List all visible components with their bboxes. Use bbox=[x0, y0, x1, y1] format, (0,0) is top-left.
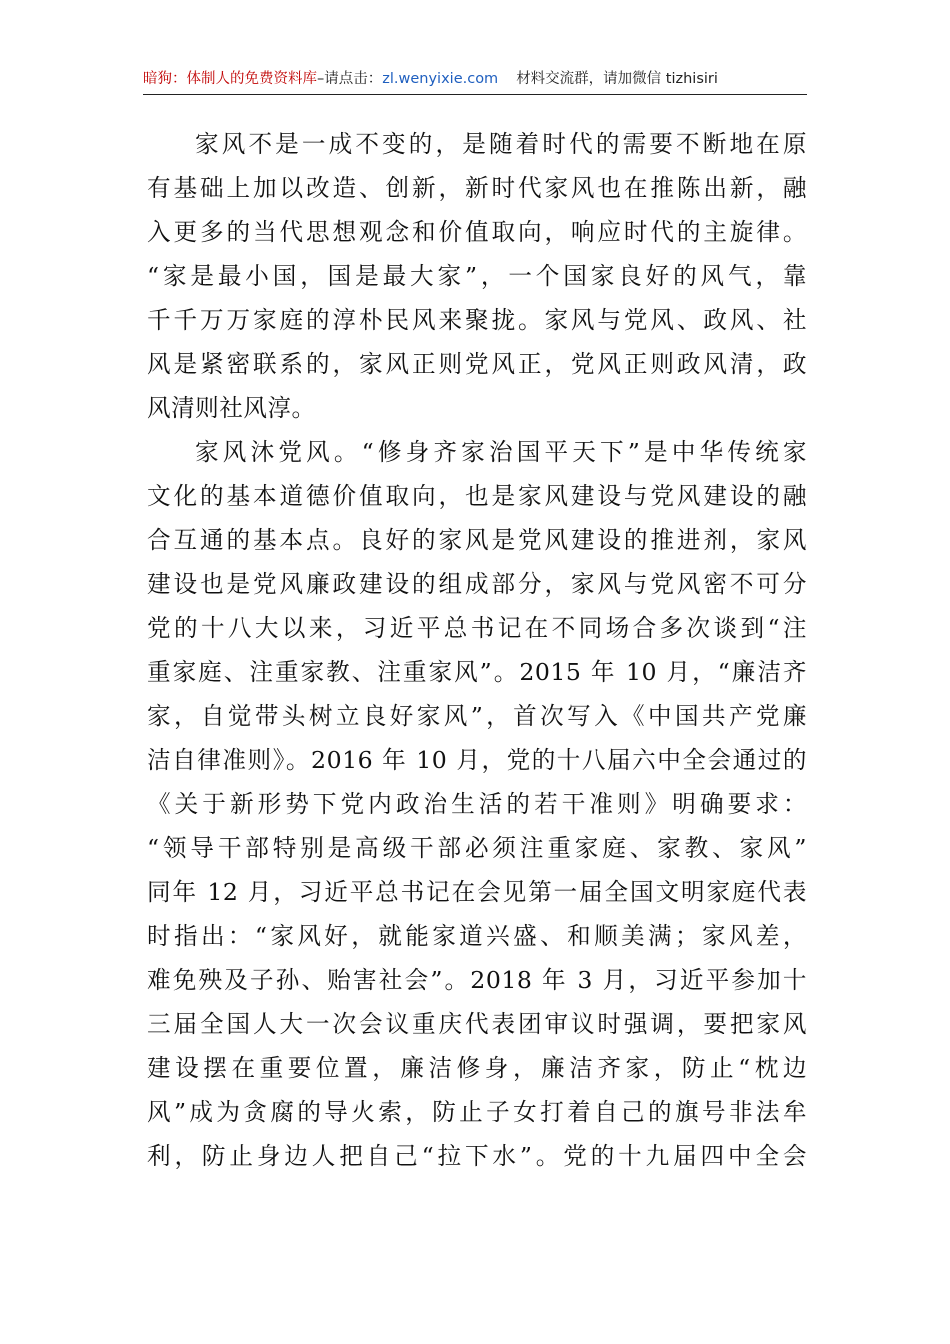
text-line: 三届全国人大一次会议重庆代表团审议时强调，要把家风 bbox=[147, 1010, 807, 1038]
text-line: 家，自觉带头树立良好家风”，首次写入《中国共产党廉 bbox=[147, 702, 807, 730]
text-line: 时指出：“家风好，就能家道兴盛、和顺美满；家风差， bbox=[147, 922, 807, 950]
text-line: “家是最小国，国是最大家”，一个国家良好的风气，靠 bbox=[147, 262, 807, 290]
text-line: 合互通的基本点。良好的家风是党风建设的推进剂，家风 bbox=[147, 526, 807, 554]
text-line: “领导干部特别是高级干部必须注重家庭、家教、家风” bbox=[147, 834, 807, 862]
paragraph bbox=[147, 122, 807, 430]
document-header bbox=[143, 68, 807, 95]
text-line: 风是紧密联系的，家风正则党风正，党风正则政风清，政 bbox=[147, 350, 807, 378]
header-note: 材料交流群，请加微信 tizhisiri bbox=[516, 71, 718, 87]
text-line: 党的十八大以来，习近平总书记在不同场合多次谈到“注 bbox=[147, 614, 807, 642]
text-line: 有基础上加以改造、创新，新时代家风也在推陈出新，融 bbox=[147, 174, 807, 202]
header-separator: –请点击： bbox=[317, 71, 383, 87]
document-body bbox=[147, 122, 807, 1178]
text-line: 风”成为贪腐的导火索，防止子女打着自己的旗号非法牟 bbox=[147, 1098, 807, 1126]
text-line: 入更多的当代思想观念和价值取向，响应时代的主旋律。 bbox=[147, 218, 807, 246]
text-line: 风清则社风淳。 bbox=[147, 394, 316, 422]
text-line: 家风沐党风。“修身齐家治国平天下”是中华传统家 bbox=[195, 438, 807, 466]
text-line: 同年 12 月，习近平总书记在会见第一届全国文明家庭代表 bbox=[147, 878, 807, 906]
text-line: 重家庭、注重家教、注重家风”。2015 年 10 月，“廉洁齐 bbox=[147, 658, 807, 686]
text-line: 《关于新形势下党内政治生活的若干准则》明确要求： bbox=[147, 790, 807, 818]
text-line: 建设摆在重要位置，廉洁修身，廉洁齐家，防止“枕边 bbox=[147, 1054, 807, 1082]
text-line: 难免殃及子孙、贻害社会”。2018 年 3 月，习近平参加十 bbox=[147, 966, 807, 994]
text-line: 利，防止身边人把自己“拉下水”。党的十九届四中全会 bbox=[147, 1142, 807, 1170]
text-line: 建设也是党风廉政建设的组成部分，家风与党风密不可分 bbox=[147, 570, 807, 598]
header-brand: 暗狗：体制人的免费资料库 bbox=[143, 71, 317, 87]
text-line: 千千万万家庭的淳朴民风来聚拢。家风与党风、政风、社 bbox=[147, 306, 807, 334]
text-line: 文化的基本道德价值取向，也是家风建设与党风建设的融 bbox=[147, 482, 807, 510]
text-line: 家风不是一成不变的，是随着时代的需要不断地在原 bbox=[195, 130, 807, 158]
text-line: 洁自律准则》。2016 年 10 月，党的十八届六中全会通过的 bbox=[147, 746, 807, 774]
paragraph bbox=[147, 430, 807, 1178]
header-link[interactable]: zl.wenyixie.com bbox=[382, 71, 499, 87]
